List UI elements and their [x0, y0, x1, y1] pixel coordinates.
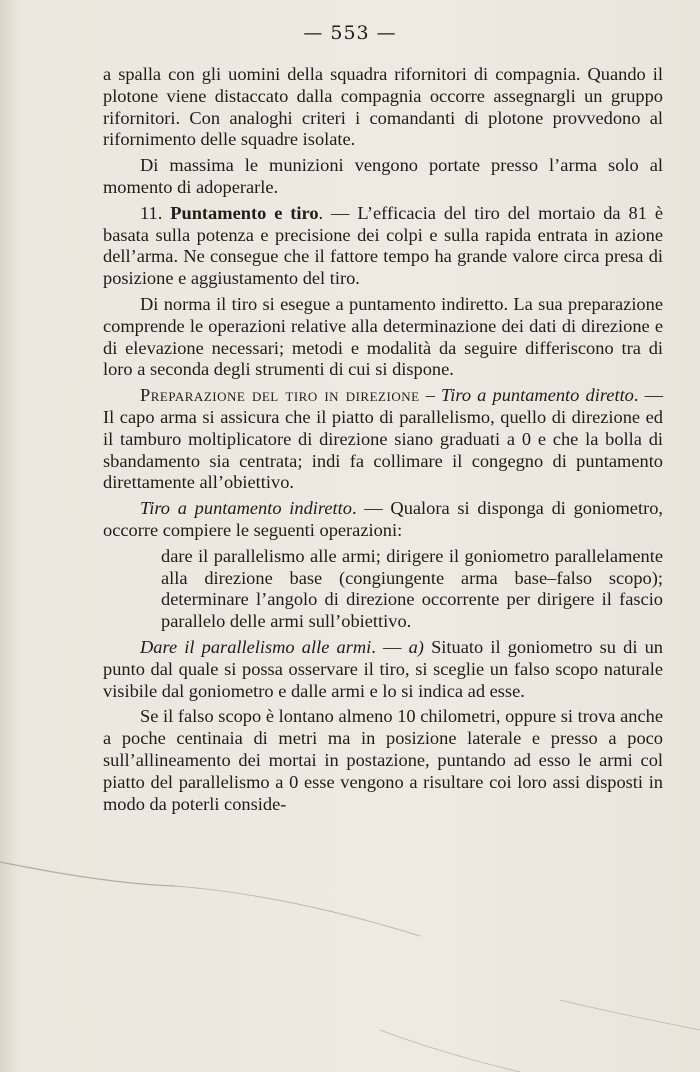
subsection-title: Tiro a puntamento diretto: [441, 385, 634, 406]
page-number: — 553 —: [303, 22, 397, 44]
paragraph-indirect-fire: Di norma il tiro si esegue a puntamento indiretto. La sua preparazione comprende le operazioni relative alla determinazione dei dati di direzione e di elevazione necessari; metodi e modalità da seguire differiscono tra di loro a seconda degli strumenti di cui si dispone.: [103, 293, 663, 380]
paragraph-false-target: Se il falso scopo è lontano almeno 10 chilometri, oppure si trova anche a poche centinaia di metri ma in posizione laterale e presso a poco sull’allineamento dei mortai in postazione, puntando ad esso le armi col piatto del parallelismo a 0 esse vengono a risultare coi loro assi disposti in modo da poterli conside-: [103, 706, 663, 814]
paragraph-parallelism: Dare il parallelismo alle armi. — a) Situato il goniometro su di un punto dal quale si possa osservare il tiro, si sceglie un falso scopo naturale visibile dal goniometro e dalle armi e lo si indica ad esse.: [103, 636, 664, 701]
paragraph-section-11: [103, 203, 663, 290]
subsection-title: Dare il parallelismo alle armi: [140, 636, 372, 657]
subsection-title: Tiro a puntamento indiretto: [140, 498, 352, 519]
paragraph-direction-prep: Preparazione del tiro in direzione – Tiro a puntamento diretto. — Il capo arma si assicura che il piatto di parallelismo, quello di direzione ed il tamburo moltiplicatore di direzione siano graduati a 0 e che la bolla di sbandamento sia centrata; indi fa collimare il congegno di puntamento direttamente all’obiettivo.: [103, 385, 664, 493]
body-text: [103, 64, 663, 819]
paragraph-munitions: Di massima le munizioni vengono portate presso l’arma solo al momento di adoperarle.: [103, 155, 663, 197]
paragraph-operations-list: dare il parallelismo alle armi; dirigere il goniometro parallelamente alla direzione base (congiungente arma base–falso scopo); determinare l’angolo di direzione occorrente per dirigere il fascio parallelo delle armi sull’obiettivo.: [161, 545, 663, 632]
subsection-heading: Preparazione del tiro in direzione: [140, 385, 420, 406]
section-title: Puntamento e tiro: [170, 202, 319, 223]
paragraph-continuation: a spalla con gli uomini della squadra rifornitori di compagnia. Quando il plotone viene distaccato dalla compagnia occorre assegnargli un gruppo rifornitori. Con analoghi criteri i comandanti di plotone provvedono al rifornimento delle squadre isolate.: [103, 64, 663, 150]
section-number: 11.: [140, 202, 163, 223]
section-body: . — L’efficacia del tiro del mortaio da 81 è basata sulla potenza e precisione dei colpi e sulla rapida entrata in azione dell’arma. Ne consegue che il fattore tempo ha grande valore circa presa di posizione e aggiustamento del tiro.: [103, 202, 663, 289]
paragraph-indirect-aim: Tiro a puntamento indiretto. — Qualora si disponga di goniometro, occorre compiere le seguenti operazioni:: [103, 498, 664, 540]
